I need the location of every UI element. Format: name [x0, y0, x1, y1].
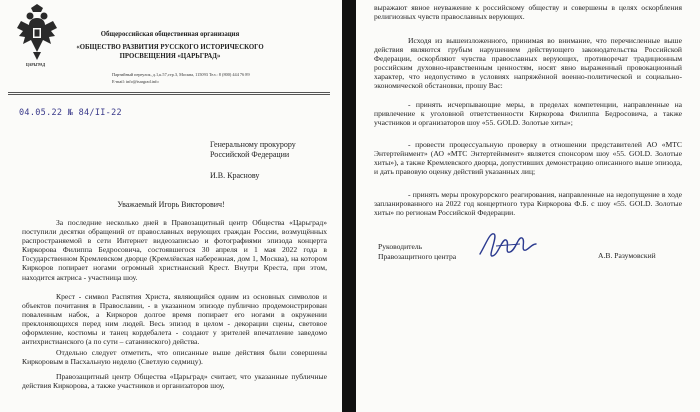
body-paragraph: Правозащитный центр Общества «Царьград» считает, что указанные публичные действия Киркорова, а также участников и организаторов шоу, — [22, 372, 327, 391]
header-divider — [8, 94, 330, 95]
letter-page-left — [0, 0, 342, 412]
body-paragraph: За последние несколько дней в Правозащитный центр Общества «Царьград» поступили десятки обращений от православных верующих граждан России, возмущённых распространяемой в сети Интернет видеозаписью и фотографиями эпизода концерта Киркорова Филиппа Бедросовича, состоявшегося 30 апреля и 1 мая 2022 года в Государственном Кремлевском дворце (Кремлёвская набережная, дом 1, Москва), на котором Киркоров попирает ногами огромный христианский Крест. Внутри Креста, при этом, находится актриса - участница шоу. — [22, 218, 327, 282]
request-item: - провести процессуальную проверку в отношении представителей АО «МТС Энтертейнмент» (АО «МТС Энтертейнмент» является спонсором шоу «55. GOLD. Золотые хиты»), а также Кремлевского дворца, допустивших демонстрацию описанного выше эпизода, и дать правовую оценку действий указанных лиц; — [374, 140, 682, 177]
recipient-country: Российской Федерации — [210, 150, 290, 159]
header-divider — [8, 92, 330, 93]
recipient-name: И.В. Краснову — [210, 171, 260, 180]
request-item: - принять меры прокурорского реагирования, направленные на недопущение в ходе запланированного на 2022 год концертного тура Киркорова Ф.Б. с шоу «55. GOLD. Золотые хиты» по регионам Российской Федерации. — [374, 190, 682, 218]
body-paragraph: Крест - символ Распятия Христа, являющийся одним из основных символов и объектов почитания в Православии, - в указанном эпизоде публично продемонстрирован поваленным набок, а Киркоров долгое время попирает его ногами в окружении преклоняющихся перед ним людей. Весь эпизод в целом - декорации сцены, световое оформление, костюмы и танец кордебалета - создают у зрителей впечатление заведомо антихристианского (а по сути – сатанинского) действа. — [22, 292, 327, 347]
request-item: - принять исчерпывающие меры, в пределах компетенции, направленные на привлечение к уголовной ответственности Киркорова Филиппа Бедросовича, а также участников и организаторов шоу «55. GOLD. Золотые хиты»; — [374, 100, 682, 128]
email-line: E-mail: info@tsargrad.info — [112, 79, 159, 84]
body-paragraph: Исходя из вышеизложенного, принимая во внимание, что перечисленные выше действия являются грубым нарушением действующего законодательства Российской Федерации, оскорбляют чувства православных верующих, противоречат традиционным российским духовно-нравственным ценностям, носят явно выраженный провокационный характер, что недопустимо в условиях напряжённой военно-политической и социально-экономической обстановки, прошу Вас: — [374, 36, 682, 91]
organization-address — [112, 71, 302, 85]
organization-name: «ОБЩЕСТВО РАЗВИТИЯ РУССКОГО ИСТОРИЧЕСКОГО ПРОСВЕЩЕНИЯ «ЦАРЬГРАД» — [76, 44, 264, 60]
double-headed-eagle-icon — [11, 4, 63, 70]
greeting: Уважаемый Игорь Викторович! — [117, 200, 225, 209]
emblem-caption: ЦАРЬГРАД — [26, 63, 46, 67]
handwritten-signature — [476, 226, 538, 262]
address-line: Партийный переулок, д.1,к.57,стр.3, Москва, 115093 Тел.: 8 (800) 444 76 89 — [112, 72, 250, 77]
signer-name: А.В. Разумовский — [598, 251, 656, 260]
signer-title-line: Правозащитного центра — [378, 251, 457, 261]
body-paragraph: Отдельно следует отметить, что описанные выше действия были совершены Киркоровым в Пасхальную неделю (Светлую седмицу). — [22, 348, 327, 367]
organization-type: Общероссийская общественная организация — [100, 31, 240, 38]
recipient-title: Генеральному прокурору — [210, 140, 296, 149]
letter-page-right — [356, 0, 700, 412]
outgoing-number: 04.05.22 № 84/II-22 — [19, 108, 122, 118]
signer-title-line: Руководитель — [378, 242, 423, 251]
signer-title — [378, 242, 456, 261]
continuation-text: выражают явное неуважение к российскому обществу и совершены в целях оскорбления религиозных чувств православных верующих. — [374, 3, 682, 22]
